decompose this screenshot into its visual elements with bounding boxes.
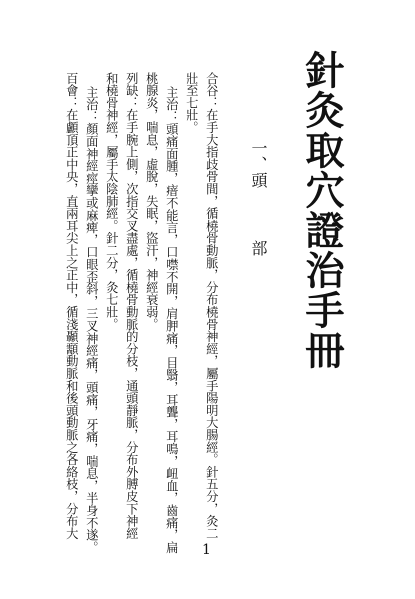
text-column-1: 合谷：在手大指歧骨間，循橈骨動脈，分布橈骨神經，屬手陽明大腸經。針五分，灸二 xyxy=(204,72,219,540)
section-heading xyxy=(250,140,266,188)
text-column-4: 桃腺炎，喘息，虛脫，失眠，盜汗，神經衰弱。 xyxy=(144,72,159,331)
page-number: 1 xyxy=(202,542,211,558)
section-number: 一、 xyxy=(249,140,268,172)
text-column-8: 百會：在顱頂正中央，直兩耳尖上之正中，循淺顳顬動脈和後頭動脈之各絡枝，分布大 xyxy=(64,72,79,540)
section-head-char: 頭 xyxy=(249,172,268,188)
text-column-7: 主治：顏面神經痙攣或麻痺，口眼歪斜，三叉神經痛，頭痛，牙痛，喘息，半身不遂。 xyxy=(84,86,99,554)
text-column-2: 壯至七壯。 xyxy=(184,72,199,134)
text-column-5: 列缺：在手腕上側，次指交叉盡處，循橈骨動脈的分枝，通頭靜脈，分布外膊皮下神經 xyxy=(124,72,139,540)
text-column-6: 和橈骨神經，屬手太陰肺經。針二分，灸七壯。 xyxy=(104,72,119,331)
section-heading-word: 部 xyxy=(249,240,268,256)
book-title: 針灸取穴證治手冊 xyxy=(299,50,345,370)
text-column-3: 主治：頭痛面腫，瘖不能言，口噤不開，肩胛痛，目翳，耳聾，耳鳴，衄血，齒痛，扁 xyxy=(164,86,179,554)
